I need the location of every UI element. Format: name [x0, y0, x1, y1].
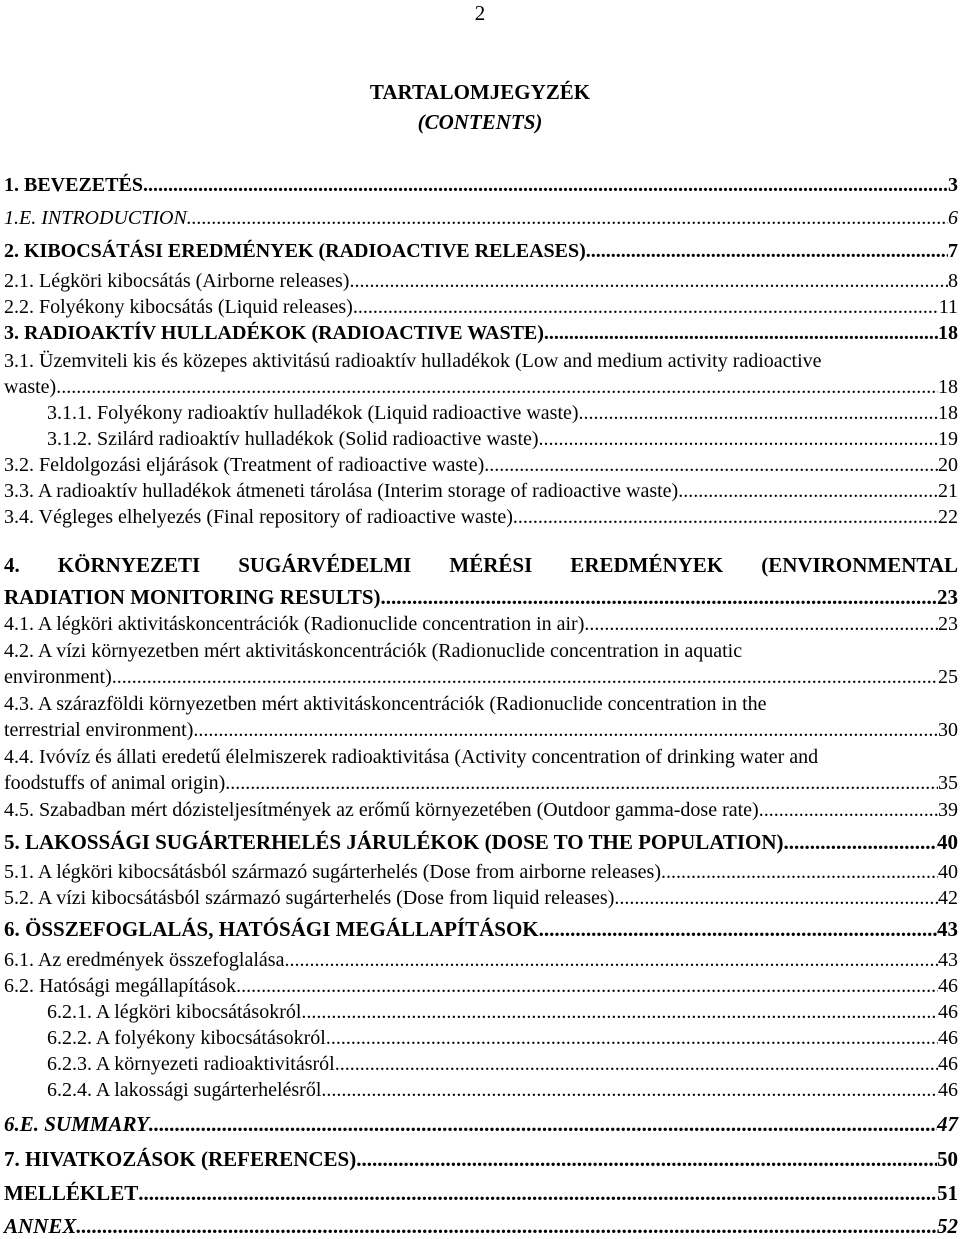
toc-page-number: 8 [948, 270, 958, 292]
toc-entry-text-line1: 3.1. Üzemviteli kis és közepes aktivitású radioaktív hulladékok (Low and medium activity radioactive [4, 350, 822, 372]
toc-entry-4[interactable] [4, 548, 958, 612]
toc-entry-text: 2.2. Folyékony kibocsátás (Liquid releases) [4, 296, 353, 318]
title-block [0, 77, 960, 137]
toc-entry-6-2-3[interactable] [4, 1051, 958, 1077]
toc-entry-6-2-4[interactable] [4, 1077, 958, 1103]
toc-entry-6e[interactable] [4, 1111, 958, 1137]
toc-entry-text-line1: 4.4. Ivóvíz és állati eredetű élelmiszerek radioaktivitása (Activity concentration of drinking water and [4, 746, 819, 768]
toc-entry-text: 2. KIBOCSÁTÁSI EREDMÉNYEK (RADIOACTIVE RELEASES) [4, 240, 586, 262]
dot-leader [349, 268, 948, 294]
toc-entry-3-2[interactable] [4, 452, 958, 478]
toc-page-number: 43 [937, 917, 958, 941]
dot-leader [284, 947, 938, 973]
toc-entry-text: 7. HIVATKOZÁSOK (REFERENCES) [4, 1147, 357, 1171]
toc-entry-2-2[interactable] [4, 294, 958, 320]
toc-page-number: 52 [937, 1214, 958, 1238]
toc-entry-3-4[interactable] [4, 504, 958, 530]
toc-page-number: 46 [938, 1079, 958, 1101]
dot-leader [112, 664, 938, 690]
toc-entry-text: 6.1. Az eredmények összefoglalása [4, 949, 285, 971]
dot-leader [759, 797, 938, 823]
toc-entry-text: 5.2. A vízi kibocsátásból származó sugárterhelés (Dose from liquid releases) [4, 887, 615, 909]
toc-entry-4-5[interactable] [4, 797, 958, 823]
toc-page-number: 46 [938, 1027, 958, 1049]
dot-leader [301, 999, 938, 1025]
toc-entry-text: 6.2.4. A lakossági sugárterhelésről [47, 1079, 322, 1101]
toc-entry-text: 1. BEVEZETÉS [4, 174, 143, 196]
toc-page-number: 18 [938, 376, 958, 398]
toc-entry-text: 6.2.3. A környezeti radioaktivitásról [47, 1053, 335, 1075]
toc-entry-text: 5.1. A légköri kibocsátásból származó sugárterhelés (Dose from airborne releases) [4, 861, 661, 883]
toc-entry-3-1[interactable] [4, 348, 958, 400]
dot-leader [326, 1025, 938, 1051]
dot-leader [138, 1180, 937, 1206]
dot-leader [335, 1051, 938, 1077]
toc-entry-text-line1: 4.2. A vízi környezetben mért aktivitáskoncentrációk (Radionuclide concentration in aquatic [4, 640, 743, 662]
toc-entry-text: RADIATION MONITORING RESULTS) [4, 585, 381, 609]
toc-entry-1e[interactable] [4, 205, 958, 231]
toc-page-number: 51 [937, 1181, 958, 1205]
dot-leader [484, 452, 938, 478]
dot-leader [544, 320, 938, 346]
toc-entry-text: terrestrial environment) [4, 719, 194, 741]
toc-entry-text: 6.E. SUMMARY [4, 1112, 149, 1136]
toc-page-number: 19 [938, 428, 958, 450]
toc-page-number: 39 [938, 799, 958, 821]
toc-entry-text: ANNEX [4, 1214, 77, 1238]
toc-entry-6-2[interactable] [4, 973, 958, 999]
toc-entry-text: 6.2. Hatósági megállapítások [4, 975, 237, 997]
toc-entry-1[interactable] [4, 172, 958, 198]
toc-page-number: 20 [938, 454, 958, 476]
toc-entry-text: 4.1. A légköri aktivitáskoncentrációk (Radionuclide concentration in air) [4, 613, 585, 635]
toc-page-number: 46 [938, 1001, 958, 1023]
toc-entry-text: waste) [4, 376, 57, 398]
toc-entry-text: 6.2.1. A légköri kibocsátásokról [47, 1001, 302, 1023]
toc-entry-2-1[interactable] [4, 268, 958, 294]
toc-page-number: 23 [937, 585, 958, 609]
page-subtitle: (CONTENTS) [417, 110, 543, 134]
toc-entry-6-2-2[interactable] [4, 1025, 958, 1051]
dot-leader [193, 717, 938, 743]
toc-page-number: 46 [938, 975, 958, 997]
dot-leader [321, 1077, 938, 1103]
toc-entry-6-2-1[interactable] [4, 999, 958, 1025]
toc-entry-3-3[interactable] [4, 478, 958, 504]
dot-leader [76, 1213, 937, 1239]
page-number: 2 [474, 1, 486, 25]
dot-leader [149, 1111, 937, 1137]
toc-entry-text: 3.2. Feldolgozási eljárások (Treatment of radioactive waste) [4, 454, 485, 476]
toc-entry-text: 3.3. A radioaktív hulladékok átmeneti tárolása (Interim storage of radioactive waste) [4, 480, 679, 502]
toc-page-number: 18 [938, 402, 958, 424]
dot-leader [56, 374, 938, 400]
toc-page-number: 47 [937, 1112, 958, 1136]
toc-page-number: 50 [937, 1147, 958, 1171]
toc-page-number: 30 [938, 719, 958, 741]
toc-entry-text: MELLÉKLET [4, 1181, 139, 1205]
dot-leader [236, 973, 938, 999]
toc-entry-5[interactable] [4, 829, 958, 855]
toc-entry-3-1-1[interactable] [4, 400, 958, 426]
dot-leader [661, 859, 938, 885]
toc-entry-melleklet[interactable] [4, 1180, 958, 1206]
toc-page-number: 3 [948, 174, 958, 196]
toc-entry-text: 1.E. INTRODUCTION [4, 207, 187, 229]
toc-entry-7[interactable] [4, 1146, 958, 1172]
toc-page-number: 46 [938, 1053, 958, 1075]
toc-page-number: 11 [938, 296, 958, 318]
toc-entry-text: 3.4. Végleges elhelyezés (Final repository of radioactive waste) [4, 506, 513, 528]
toc-page-number: 25 [938, 666, 958, 688]
toc-page-number: 42 [938, 887, 958, 909]
toc-entry-text: foodstuffs of animal origin) [4, 772, 226, 794]
dot-leader [579, 400, 938, 426]
toc-page-number: 40 [937, 830, 958, 854]
dot-leader [584, 611, 938, 637]
dot-leader [784, 829, 937, 855]
toc-entry-text-line1: 4. KÖRNYEZETI SUGÁRVÉDELMI MÉRÉSI EREDMÉNYEK (ENVIRONMENTAL [4, 553, 958, 577]
toc-entry-4-4[interactable] [4, 744, 958, 796]
toc-page-number: 18 [938, 322, 958, 344]
toc-entry-4-2[interactable] [4, 638, 958, 690]
toc-page-number: 35 [938, 772, 958, 794]
toc-entry-text: 2.1. Légköri kibocsátás (Airborne releases) [4, 270, 350, 292]
toc-entry-text: 3. RADIOAKTÍV HULLADÉKOK (RADIOACTIVE WASTE) [4, 322, 544, 344]
toc-page-number: 23 [938, 613, 958, 635]
dot-leader [678, 478, 938, 504]
toc-entry-4-3[interactable] [4, 691, 958, 743]
dot-leader [143, 172, 948, 198]
toc-page-number: 43 [938, 949, 958, 971]
toc-entry-text-line1: 4.3. A szárazföldi környezetben mért aktivitáskoncentrációk (Radionuclide concentration in the [4, 693, 767, 715]
toc-entry-6[interactable] [4, 916, 958, 942]
toc-entry-5-1[interactable] [4, 859, 958, 885]
page-title: TARTALOMJEGYZÉK [369, 80, 591, 104]
dot-leader [356, 1146, 937, 1172]
toc-page-number: 21 [938, 480, 958, 502]
dot-leader [187, 205, 948, 231]
dot-leader [381, 582, 937, 612]
toc-entry-5-2[interactable] [4, 885, 958, 911]
toc-entry-text: 3.1.2. Szilárd radioaktív hulladékok (Solid radioactive waste) [47, 428, 539, 450]
toc-page-number: 22 [938, 506, 958, 528]
dot-leader [353, 294, 939, 320]
toc-page-number: 6 [948, 207, 958, 229]
toc-entry-text: 6. ÖSSZEFOGLALÁS, HATÓSÁGI MEGÁLLAPÍTÁSOK [4, 917, 539, 941]
toc-page-number: 7 [948, 240, 958, 262]
dot-leader [539, 426, 938, 452]
toc-entry-2[interactable] [4, 238, 958, 264]
toc-entry-text: 6.2.2. A folyékony kibocsátásokról [47, 1027, 326, 1049]
toc-entry-3[interactable] [4, 320, 958, 346]
toc-entry-text: 4.5. Szabadban mért dózisteljesítmények az erőmű környezetében (Outdoor gamma-dose rate) [4, 799, 759, 821]
toc-entry-4-1[interactable] [4, 611, 958, 637]
toc-page-number: 40 [938, 861, 958, 883]
toc-entry-text: environment) [4, 666, 112, 688]
toc-entry-text: 3.1.1. Folyékony radioaktív hulladékok (Liquid radioactive waste) [47, 402, 579, 424]
dot-leader [539, 916, 937, 942]
toc-entry-annex[interactable] [4, 1213, 958, 1239]
toc-entry-text: 5. LAKOSSÁGI SUGÁRTERHELÉS JÁRULÉKOK (DOSE TO THE POPULATION) [4, 830, 784, 854]
dot-leader [614, 885, 938, 911]
dot-leader [225, 770, 938, 796]
dot-leader [586, 238, 948, 264]
dot-leader [513, 504, 938, 530]
toc-entry-6-1[interactable] [4, 947, 958, 973]
toc-entry-3-1-2[interactable] [4, 426, 958, 452]
